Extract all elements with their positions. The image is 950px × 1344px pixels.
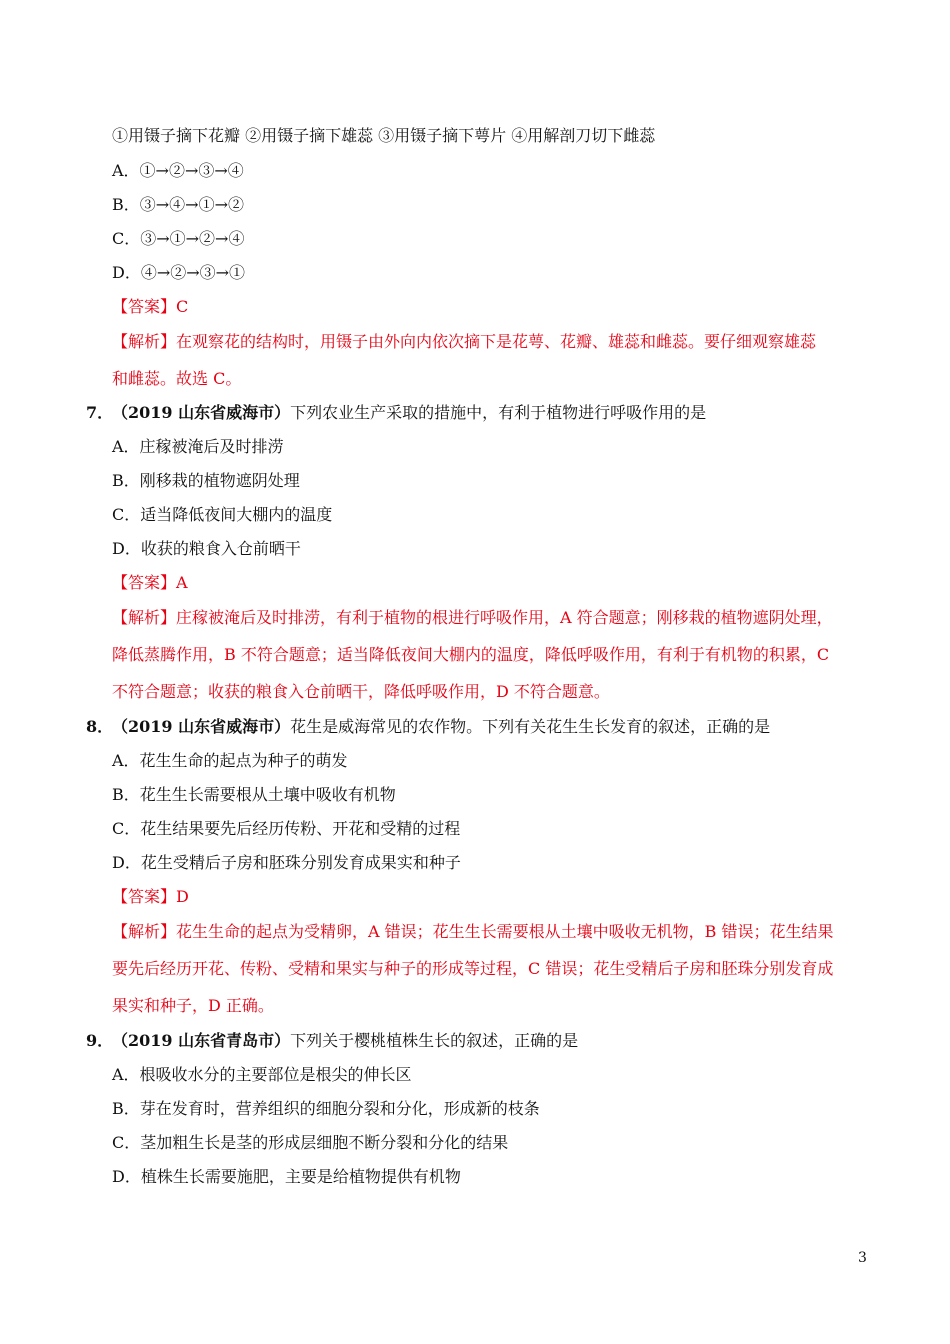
q6-answer: 【答案】C [112,297,189,316]
q6-option-d: D．④→②→③→① [112,263,246,282]
answer-tag: 【答案】 [112,887,177,906]
q9-option-c: C．茎加粗生长是茎的形成层细胞不断分裂和分化的结果 [112,1133,509,1152]
q8-stem: 8．（2019 山东省威海市）花生是威海常见的农作物。下列有关花生生长发育的叙述，正确的是 [86,717,771,736]
q9-option-b: B．芽在发育时，营养组织的细胞分裂和分化，形成新的枝条 [112,1099,540,1118]
q9-option-a: A．根吸收水分的主要部位是根尖的伸长区 [112,1065,412,1084]
q7-number: 7． [86,403,114,422]
q8-number: 8． [86,717,114,736]
q8-analysis-line-2: 要先后经历开花、传粉、受精和果实与种子的形成等过程，C 错误；花生受精后子房和胚珠分别发育成 [112,959,834,978]
q7-source: （2019 山东省威海市） [112,403,291,422]
q6-analysis-line-2: 和雌蕊。故选 C。 [112,369,242,388]
q7-analysis-line-1: 【解析】庄稼被淹后及时排涝，有利于植物的根进行呼吸作用，A 符合题意；刚移栽的植物遮阴处理， [112,608,833,627]
page-number: 3 [858,1250,867,1266]
analysis-tag: 【解析】 [112,922,177,941]
q7-analysis-line-3: 不符合题意；收获的粮食入仓前晒干，降低呼吸作用，D 不符合题意。 [112,682,610,701]
analysis-tag: 【解析】 [112,608,177,627]
q9-number: 9． [86,1031,114,1050]
q7-option-d: D．收获的粮食入仓前晒干 [112,539,301,558]
q6-analysis-line-1: 【解析】在观察花的结构时，用镊子由外向内依次摘下是花萼、花瓣、雄蕊和雌蕊。要仔细观察雄蕊 [112,332,817,351]
q8-option-a: A．花生生命的起点为种子的萌发 [112,751,348,770]
q6-option-a: A．①→②→③→④ [112,161,244,180]
q9-stem: 9．（2019 山东省青岛市）下列关于樱桃植株生长的叙述，正确的是 [86,1031,579,1050]
q8-option-b: B．花生生长需要根从土壤中吸收有机物 [112,785,396,804]
q6-option-c: C．③→①→②→④ [112,229,245,248]
q7-answer: 【答案】A [112,573,188,592]
q7-option-a: A．庄稼被淹后及时排涝 [112,437,284,456]
answer-tag: 【答案】 [112,573,177,592]
q7-option-b: B．刚移栽的植物遮阴处理 [112,471,300,490]
q8-source: （2019 山东省威海市） [112,717,291,736]
answer-tag: 【答案】 [112,297,177,316]
q7-stem: 7．（2019 山东省威海市）下列农业生产采取的措施中，有利于植物进行呼吸作用的是 [86,403,707,422]
q7-option-c: C．适当降低夜间大棚内的温度 [112,505,333,524]
q6-option-b: B．③→④→①→② [112,195,244,214]
analysis-tag: 【解析】 [112,332,177,351]
q8-answer: 【答案】D [112,887,189,906]
q9-option-d: D．植株生长需要施肥，主要是给植物提供有机物 [112,1167,461,1186]
q8-analysis-line-3: 果实和种子，D 正确。 [112,996,274,1015]
q8-analysis-line-1: 【解析】花生生命的起点为受精卵，A 错误；花生生长需要根从土壤中吸收无机物，B 错误；花生结果 [112,922,834,941]
q7-analysis-line-2: 降低蒸腾作用，B 不符合题意；适当降低夜间大棚内的温度，降低呼吸作用，有利于有机物的积累，C [112,645,830,664]
q9-source: （2019 山东省青岛市） [112,1031,291,1050]
q6-steps: ①用镊子摘下花瓣 ②用镊子摘下雄蕊 ③用镊子摘下萼片 ④用解剖刀切下雌蕊 [112,126,656,145]
q8-option-d: D．花生受精后子房和胚珠分别发育成果实和种子 [112,853,461,872]
q8-option-c: C．花生结果要先后经历传粉、开花和受精的过程 [112,819,461,838]
